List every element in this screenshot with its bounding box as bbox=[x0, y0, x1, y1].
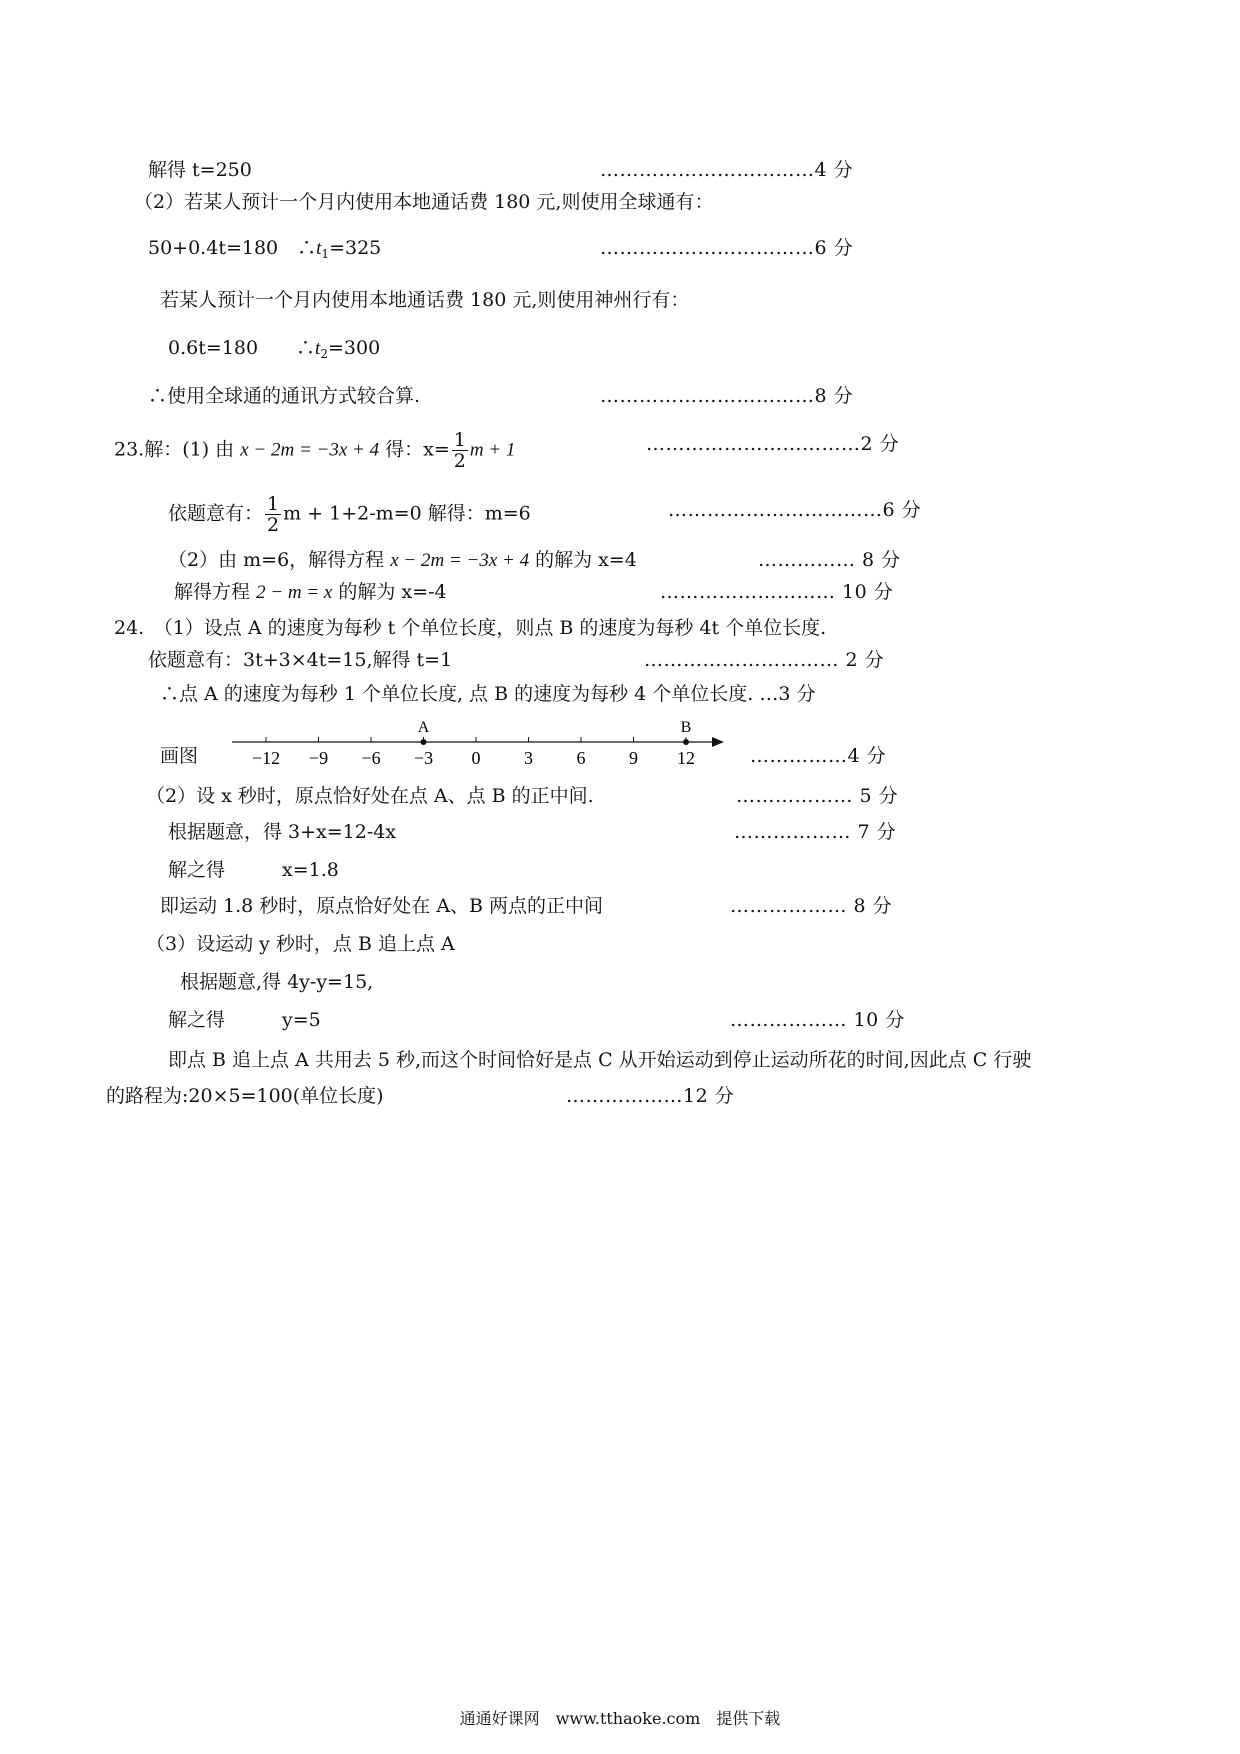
number-line-tick-label: 9 bbox=[629, 748, 638, 768]
number-line-tick-label: −3 bbox=[413, 748, 434, 768]
number-line bbox=[232, 712, 732, 774]
line-q24-part3: （3）设运动 y 秒时，点 B 追上点 A bbox=[146, 933, 455, 955]
fraction-half: $\frac{1}{2}$ bbox=[453, 429, 466, 472]
line-q24-eq: 根据题意，得 3+x=12-4x bbox=[168, 821, 397, 843]
line-conclusion: ∴使用全球通的通讯方式较合算. bbox=[148, 385, 421, 407]
fraction-half: $\frac{1}{2}$ bbox=[267, 493, 280, 536]
line-q23-part2b: 解得方程 2 − m = x 的解为 x=-4 bbox=[174, 581, 447, 603]
point-a-label: A bbox=[417, 719, 430, 736]
line-q24-condition: 依题意有：3t+3×4t=15,解得 t=1 bbox=[148, 649, 453, 671]
page-footer: 通通好课网 www.tthaoke.com 提供下载 bbox=[459, 1709, 781, 1728]
line-q23-part1: 23.解：(1) 由 x − 2m = −3x + 4 得：x= $\frac{1}{2}$ m + 1 bbox=[114, 429, 516, 472]
number-line-tick-label: −6 bbox=[361, 748, 381, 768]
point-b-label: B bbox=[680, 719, 692, 736]
equation: x − 2m = −3x + 4 bbox=[240, 439, 380, 461]
score-8: ……………………………8 分 bbox=[600, 385, 854, 407]
equation: x − 2m = −3x + 4 bbox=[390, 550, 530, 571]
line-solve-t: 解得 t=250 bbox=[148, 159, 252, 181]
line-q24-speeds: ∴点 A 的速度为每秒 1 个单位长度, 点 B 的速度为每秒 4 个单位长度. …3 分 bbox=[160, 683, 816, 705]
line-q23-condition: 依题意有： $\frac{1}{2}$ m + 1+2-m=0 解得：m=6 bbox=[168, 493, 531, 536]
equation: 2 − m = x bbox=[256, 582, 333, 603]
line-q24-distance: 的路程为:20×5=100(单位长度) bbox=[106, 1085, 384, 1107]
score-4: ……………4 分 bbox=[750, 745, 887, 767]
score-8: ……………… 8 分 bbox=[730, 895, 893, 917]
number-line-tick-label: 0 bbox=[471, 748, 481, 768]
score-8: …………… 8 分 bbox=[758, 549, 901, 571]
line-q24-part2: （2）设 x 秒时，原点恰好处在点 A、点 B 的正中间. bbox=[146, 785, 594, 807]
score-4: ……………………………4 分 bbox=[600, 159, 854, 181]
score-12: ………………12 分 bbox=[566, 1085, 735, 1107]
line-q24-eq3: 根据题意,得 4y-y=15, bbox=[180, 971, 374, 993]
score-5: ……………… 5 分 bbox=[736, 785, 899, 807]
line-q24-solve-x: 解之得 x=1.8 bbox=[168, 859, 339, 881]
line-part2-shenzhou: 若某人预计一个月内使用本地通话费 180 元,则使用神州行有： bbox=[160, 289, 690, 311]
point-a-dot bbox=[421, 739, 427, 745]
line-q24-conclusion: 即点 B 追上点 A 共用去 5 秒,而这个时间恰好是点 C 从开始运动到停止运动所花的时间,因此点 C 行驶 bbox=[168, 1049, 1032, 1071]
score-2: ……………………………2 分 bbox=[646, 433, 900, 455]
line-q23-part2: （2）由 m=6，解得方程 x − 2m = −3x + 4 的解为 x=4 bbox=[168, 549, 637, 571]
number-line-tick-label: −9 bbox=[308, 748, 329, 768]
label-draw: 画图 bbox=[160, 745, 199, 767]
line-eq-global: 50+0.4t=180 $\therefore t_1=325$ bbox=[148, 237, 382, 261]
score-6: ……………………………6 分 bbox=[600, 237, 854, 259]
var-t: t bbox=[315, 338, 321, 359]
point-b-dot bbox=[683, 739, 689, 745]
number-line-tick-label: −12 bbox=[251, 748, 281, 768]
line-q24-result: 即运动 1.8 秒时，原点恰好处在 A、B 两点的正中间 bbox=[160, 895, 604, 917]
score-10: ……………………… 10 分 bbox=[660, 581, 894, 603]
number-line-tick-label: 3 bbox=[524, 748, 533, 768]
score-6: ……………………………6 分 bbox=[668, 499, 922, 521]
line-q24-solve-y: 解之得 y=5 bbox=[168, 1009, 321, 1031]
score-2: ………………………… 2 分 bbox=[644, 649, 885, 671]
line-part2-global: （2）若某人预计一个月内使用本地通话费 180 元,则使用全球通有： bbox=[134, 191, 714, 213]
arrow-right-icon bbox=[712, 737, 724, 747]
score-7: ……………… 7 分 bbox=[734, 821, 897, 843]
line-q24-part1: 24. （1）设点 A 的速度为每秒 t 个单位长度，则点 B 的速度为每秒 4t 个单位长度. bbox=[114, 617, 827, 639]
number-line-tick-label: 6 bbox=[576, 748, 586, 768]
tick-group bbox=[252, 719, 695, 768]
var-t: t bbox=[316, 238, 322, 259]
score-10: ……………… 10 分 bbox=[730, 1009, 905, 1031]
number-line-tick-label: 12 bbox=[677, 748, 695, 768]
line-eq-shenzhou: 0.6t=180 $\therefore t_2=300$ bbox=[168, 337, 381, 361]
